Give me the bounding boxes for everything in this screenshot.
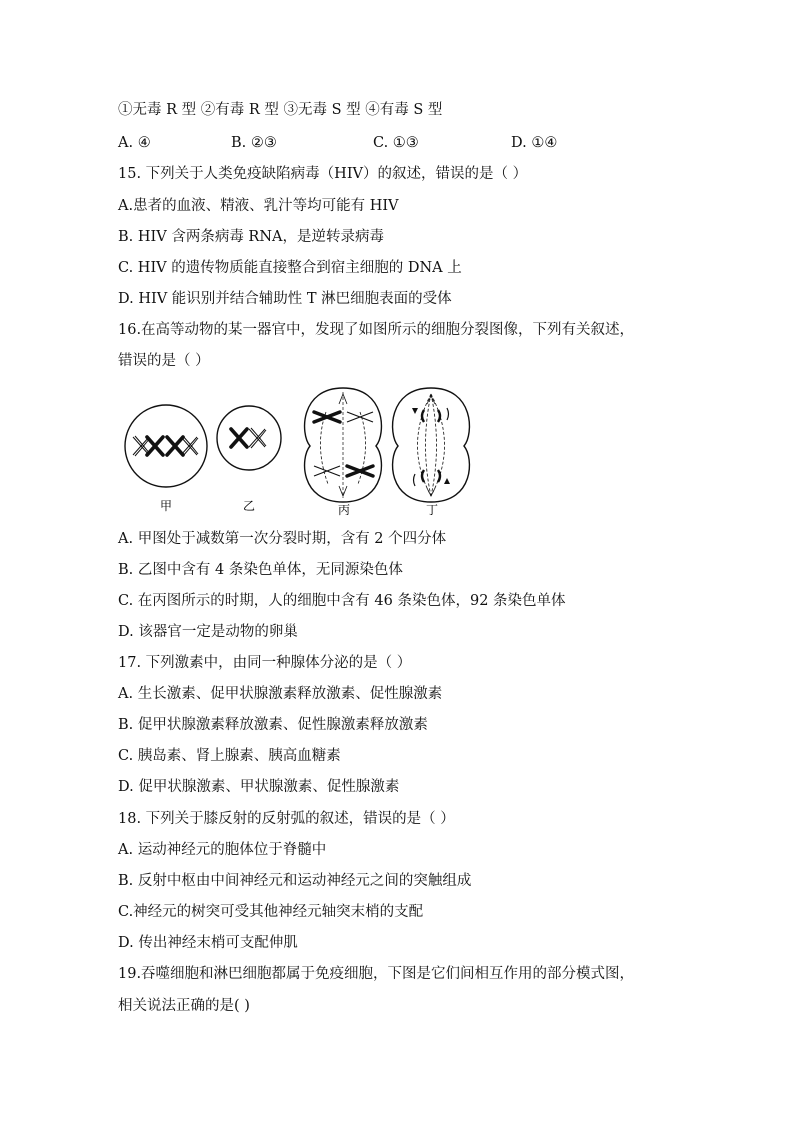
q18-option-c: C.神经元的树突可受其他神经元轴突末梢的支配 (118, 904, 424, 920)
q18-stem: 18. 下列关于膝反射的反射弧的叙述，错误的是（ ） (118, 811, 455, 827)
q16-option-d: D. 该器官一定是动物的卵巢 (118, 624, 298, 640)
label-jia: 甲 (159, 499, 173, 513)
cell-division-figure (118, 384, 478, 520)
q16-option-b: B. 乙图中含有 4 条染色单体，无同源染色体 (118, 562, 403, 578)
q19-stem-line2: 相关说法正确的是( ) (118, 998, 250, 1014)
q17-option-c: C. 胰岛素、肾上腺素、胰高血糖素 (118, 748, 341, 764)
q17-option-a: A. 生长激素、促甲状腺激素释放激素、促性腺激素 (118, 686, 443, 702)
label-yi: 乙 (242, 499, 256, 513)
label-ding: 丁 (425, 503, 439, 517)
q15-option-a: A.患者的血液、精液、乳汁等均可能有 HIV (118, 198, 399, 214)
q18-option-a: A. 运动神经元的胞体位于脊髓中 (118, 842, 327, 858)
cell-yi (217, 406, 281, 470)
cell-jia (125, 405, 207, 487)
q16-stem-line1: 16.在高等动物的某一器官中，发现了如图所示的细胞分裂图像，下列有关叙述， (118, 322, 635, 338)
q14-option-a: A. ④ (118, 135, 151, 151)
q15-option-b: B. HIV 含两条病毒 RNA，是逆转录病毒 (118, 229, 385, 245)
q18-option-d: D. 传出神经末梢可支配伸肌 (118, 935, 298, 951)
q18-option-b: B. 反射中枢由中间神经元和运动神经元之间的突触组成 (118, 873, 472, 889)
q16-option-a: A. 甲图处于减数第一次分裂时期，含有 2 个四分体 (118, 531, 447, 547)
cell-bing (305, 388, 382, 502)
cell-ding (393, 388, 470, 502)
q16-stem-line2: 错误的是（ ） (118, 353, 210, 369)
q15-stem: 15. 下列关于人类免疫缺陷病毒（HIV）的叙述，错误的是（ ） (118, 166, 528, 182)
q17-option-b: B. 促甲状腺激素释放激素、促性腺激素释放激素 (118, 717, 428, 733)
q14-option-b: B. ②③ (231, 135, 277, 151)
q14-option-c: C. ①③ (373, 135, 419, 151)
q19-stem-line1: 19.吞噬细胞和淋巴细胞都属于免疫细胞，下图是它们间相互作用的部分模式图， (118, 966, 635, 982)
q15-option-d: D. HIV 能识别并结合辅助性 T 淋巴细胞表面的受体 (118, 291, 452, 307)
q16-option-c: C. 在丙图所示的时期，人的细胞中含有 46 条染色体，92 条染色单体 (118, 593, 566, 609)
q14-choices-line: ①无毒 R 型 ②有毒 R 型 ③无毒 S 型 ④有毒 S 型 (118, 102, 443, 118)
q14-option-d: D. ①④ (511, 135, 558, 151)
q17-option-d: D. 促甲状腺激素、甲状腺激素、促性腺激素 (118, 779, 400, 795)
q15-option-c: C. HIV 的遗传物质能直接整合到宿主细胞的 DNA 上 (118, 260, 462, 276)
q17-stem: 17. 下列激素中，由同一种腺体分泌的是（ ） (118, 655, 412, 671)
label-bing: 丙 (337, 503, 351, 517)
